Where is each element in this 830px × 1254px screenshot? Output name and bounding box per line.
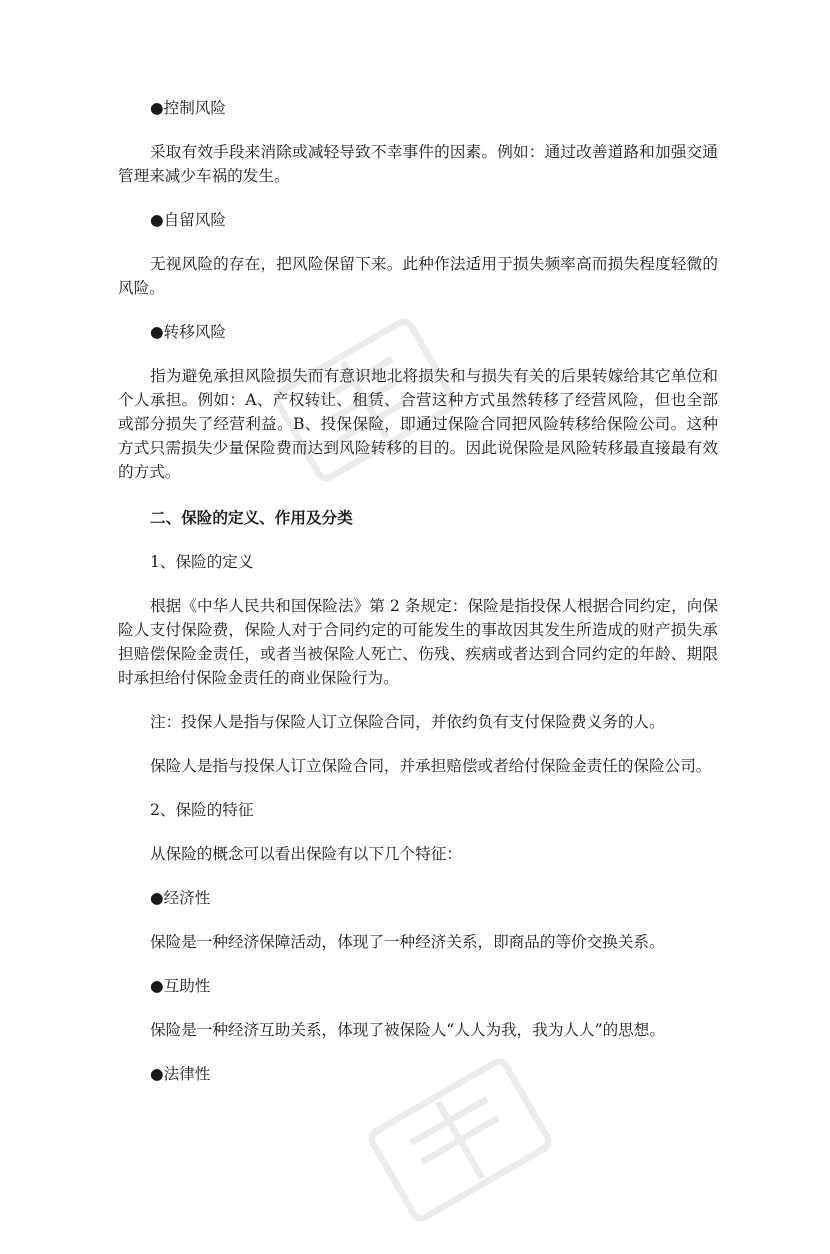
bullet-heading-mutual-aid: ●互助性 [150, 977, 211, 995]
subheading-features: 2、保险的特征 [150, 801, 254, 819]
paragraph-control-risk: 采取有效手段来消除或减轻导致不幸事件的因素。例如：通过改善道路和加强交通管理来减少车祸的发生。 [118, 143, 718, 185]
paragraph-transfer-risk: 指为避免承担风险损失而有意识地北将损失和与损失有关的后果转嫁给其它单位和个人承担。例如：A、产权转让、租赁、合营这种方式虽然转移了经营风险，但也全部或部分损失了经营利益。B、投保保险，即通过保险合同把风险转移给保险公司。这种方式只需损失少量保险费而达到风险转移的目的。因此说保险是风险转移最直接最有效的方式。 [118, 367, 718, 481]
paragraph-insurer: 保险人是指与投保人订立保险合同，并承担赔偿或者给付保险金责任的保险公司。 [150, 757, 712, 775]
paragraph-economic: 保险是一种经济保障活动，体现了一种经济关系，即商品的等价交换关系。 [150, 933, 665, 951]
paragraph-note-policyholder: 注：投保人是指与保险人订立保险合同，并依约负有支付保险费义务的人。 [150, 713, 665, 731]
section-heading: 二、保险的定义、作用及分类 [150, 508, 353, 527]
paragraph-retain-risk: 无视风险的存在，把风险保留下来。此种作法适用于损失频率高而损失程度轻微的风险。 [118, 255, 718, 297]
subheading-definition: 1、保险的定义 [150, 553, 254, 571]
paragraph-mutual-aid: 保险是一种经济互助关系，体现了被保险人“人人为我，我为人人”的思想。 [150, 1021, 665, 1039]
bullet-heading-control-risk: ●控制风险 [150, 99, 226, 117]
bullet-heading-legal: ●法律性 [150, 1065, 211, 1083]
bullet-heading-transfer-risk: ●转移风险 [150, 323, 226, 341]
paragraph-definition: 根据《中华人民共和国保险法》第 2 条规定：保险是指投保人根据合同约定，向保险人支付保险费，保险人对于合同约定的可能发生的事故因其发生所造成的财产损失承担赔偿保险金责任，或者当被保险人死亡、伤残、疾病或者达到合同约定的年龄、期限时承担给付保险金责任的商业保险行为。 [118, 597, 718, 687]
bullet-heading-economic: ●经济性 [150, 889, 211, 907]
bullet-heading-retain-risk: ●自留风险 [150, 211, 226, 229]
paragraph-features-intro: 从保险的概念可以看出保险有以下几个特征： [150, 845, 462, 863]
document-body [118, 96, 718, 1086]
